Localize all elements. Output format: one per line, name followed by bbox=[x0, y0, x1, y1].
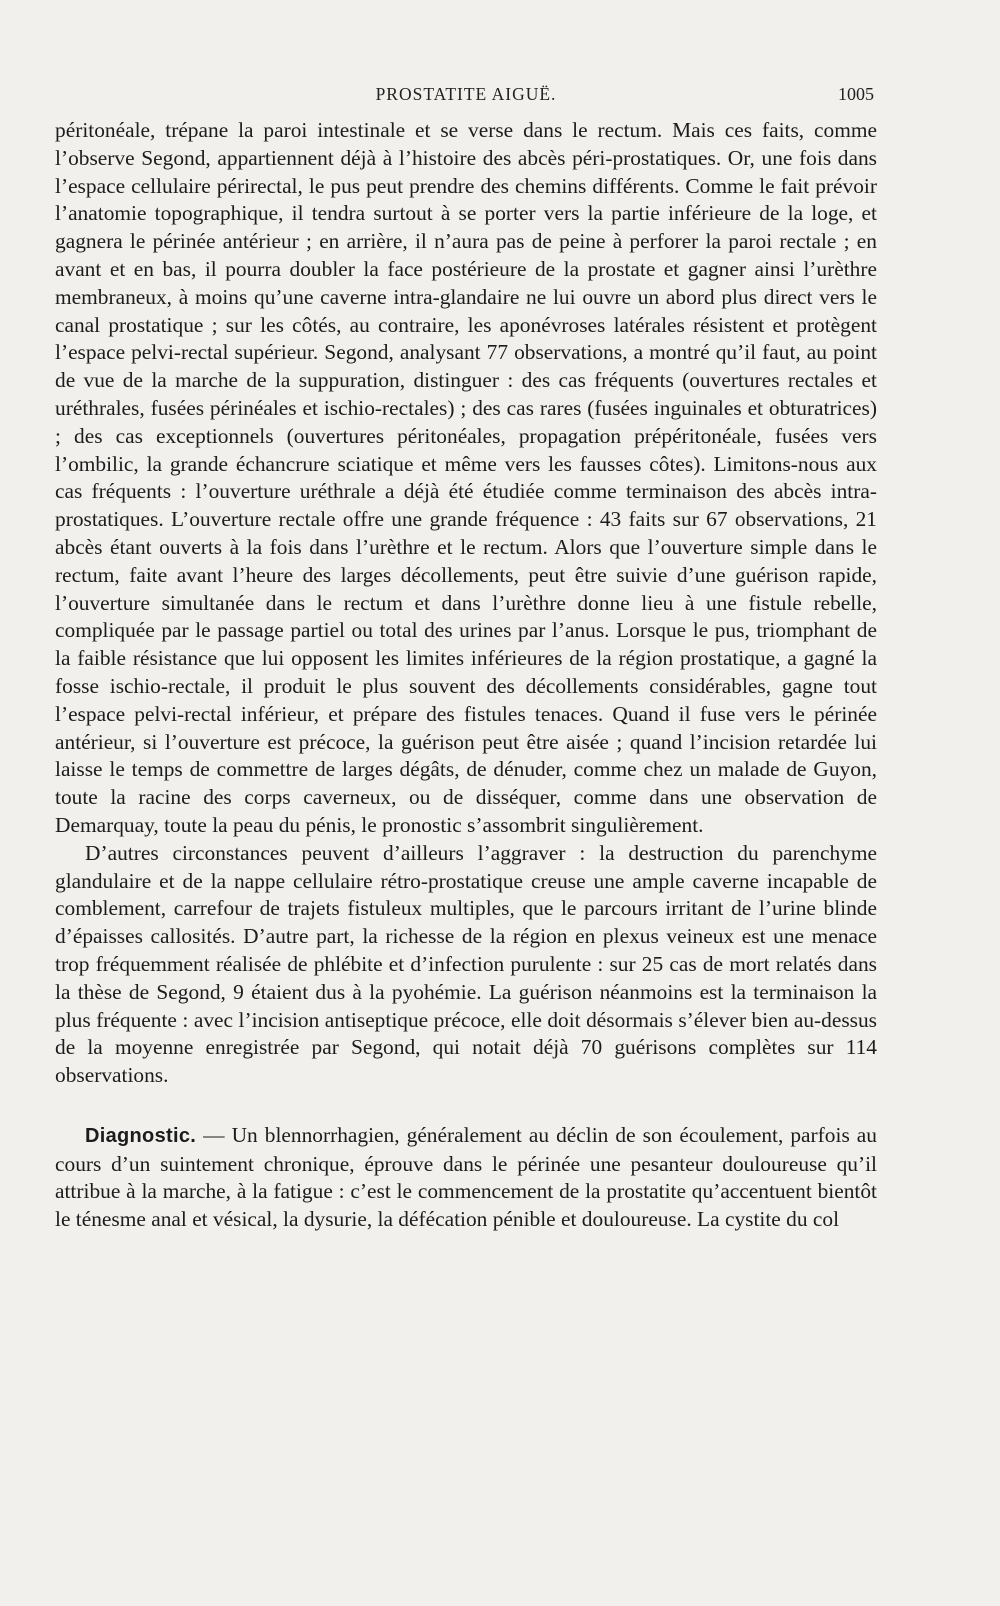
page-header bbox=[58, 84, 874, 112]
paragraph-complications: D’autres circonstances peuvent d’ailleurs l’aggraver : la destruction du parenchyme glandulaire et de la nappe cellulaire rétro-prostatique creuse une ample caverne incapable de comblement, carrefour de trajets fistuleux multiples, que le parcours irritant de l’urine blinde d’épaisses callosités. D’autre part, la richesse de la région en plexus veineux est une menace trop fréquemment réalisée de phlébite et d’infection purulente : sur 25 cas de mort relatés dans la thèse de Segond, 9 étaient dus à la pyohémie. La guérison néanmoins est la terminaison la plus fréquente : avec l’incision antiseptique précoce, elle doit désormais s’élever bien au-dessus de la moyenne enregistrée par Segond, qui notait déjà 70 guérisons complètes sur 114 observations. bbox=[55, 840, 877, 1088]
paragraph-diagnostic-text: — Un blennorrhagien, généralement au déclin de son écoulement, parfois au cours d’un suintement chronique, éprouve dans le périnée une pesanteur douloureuse qu’il attribue à la marche, à la fatigue : c’est le commencement de la prostatite qu’accentuent bientôt le ténesme anal et vésical, la dysurie, la défécation pénible et douloureuse. La cystite du col bbox=[55, 1122, 877, 1232]
body-text bbox=[55, 117, 877, 1234]
paragraph-suppuration: péritonéale, trépane la paroi intestinale et se verse dans le rectum. Mais ces faits, comme l’observe Segond, appartiennent déjà à l’histoire des abcès péri-prostatiques. Or, une fois dans l’espace cellulaire périrectal, le pus peut prendre des chemins différents. Comme le fait prévoir l’anatomie topographique, il tendra surtout à se porter vers la partie inférieure de la loge, et gagnera le périnée antérieur ; en arrière, il n’aura pas de peine à perforer la paroi rectale ; en avant et en bas, il pourra doubler la face postérieure de la prostate et gagner ainsi l’urèthre membraneux, à moins qu’une caverne intra-glandaire ne lui ouvre un abord plus direct vers le canal prostatique ; sur les côtés, au contraire, les aponévroses latérales résistent et protègent l’espace pelvi-rectal supérieur. Segond, analysant 77 observations, a montré qu’il faut, au point de vue de la marche de la suppuration, distinguer : des cas fréquents (ouvertures rectales et uréthrales, fusées périnéales et ischio-rectales) ; des cas rares (fusées inguinales et obturatrices) ; des cas exceptionnels (ouvertures péritonéales, propagation prépéritonéale, fusées vers l’ombilic, la grande échancrure sciatique et même vers les fausses côtes). Limitons-nous aux cas fréquents : l’ouverture uréthrale a déjà été étudiée comme terminaison des abcès intra-prostatiques. L’ouverture rectale offre une grande fréquence : 43 faits sur 67 observations, 21 abcès étant ouverts à la fois dans l’urèthre et le rectum. Alors que l’ouverture simple dans le rectum, faite avant l’heure des larges décollements, peut être suivie d’une guérison rapide, l’ouverture simultanée dans le rectum et dans l’urèthre donne lieu à une fistule rebelle, compliquée par le passage partiel ou total des urines par l’anus. Lorsque le pus, triomphant de la faible résistance que lui opposent les limites inférieures de la région prostatique, a gagné la fosse ischio-rectale, il produit le plus souvent des décollements considérables, gagne tout l’espace pelvi-rectal inférieur, et prépare des fistules tenaces. Quand il fuse vers le périnée antérieur, si l’ouverture est précoce, la guérison peut être aisée ; quand l’incision retardée lui laisse le temps de commettre de larges dégâts, de dénuder, comme chez un malade de Guyon, toute la racine des corps caverneux, ou de disséquer, comme dans une observation de Demarquay, toute la peau du pénis, le pronostic s’assombrit singulièrement. bbox=[55, 118, 877, 837]
running-title: PROSTATITE AIGUË. bbox=[375, 84, 557, 104]
section-heading-diagnostic: Diagnostic. bbox=[85, 1124, 197, 1147]
page-number: 1005 bbox=[838, 84, 874, 104]
paragraph-diagnostic bbox=[55, 1122, 877, 1234]
